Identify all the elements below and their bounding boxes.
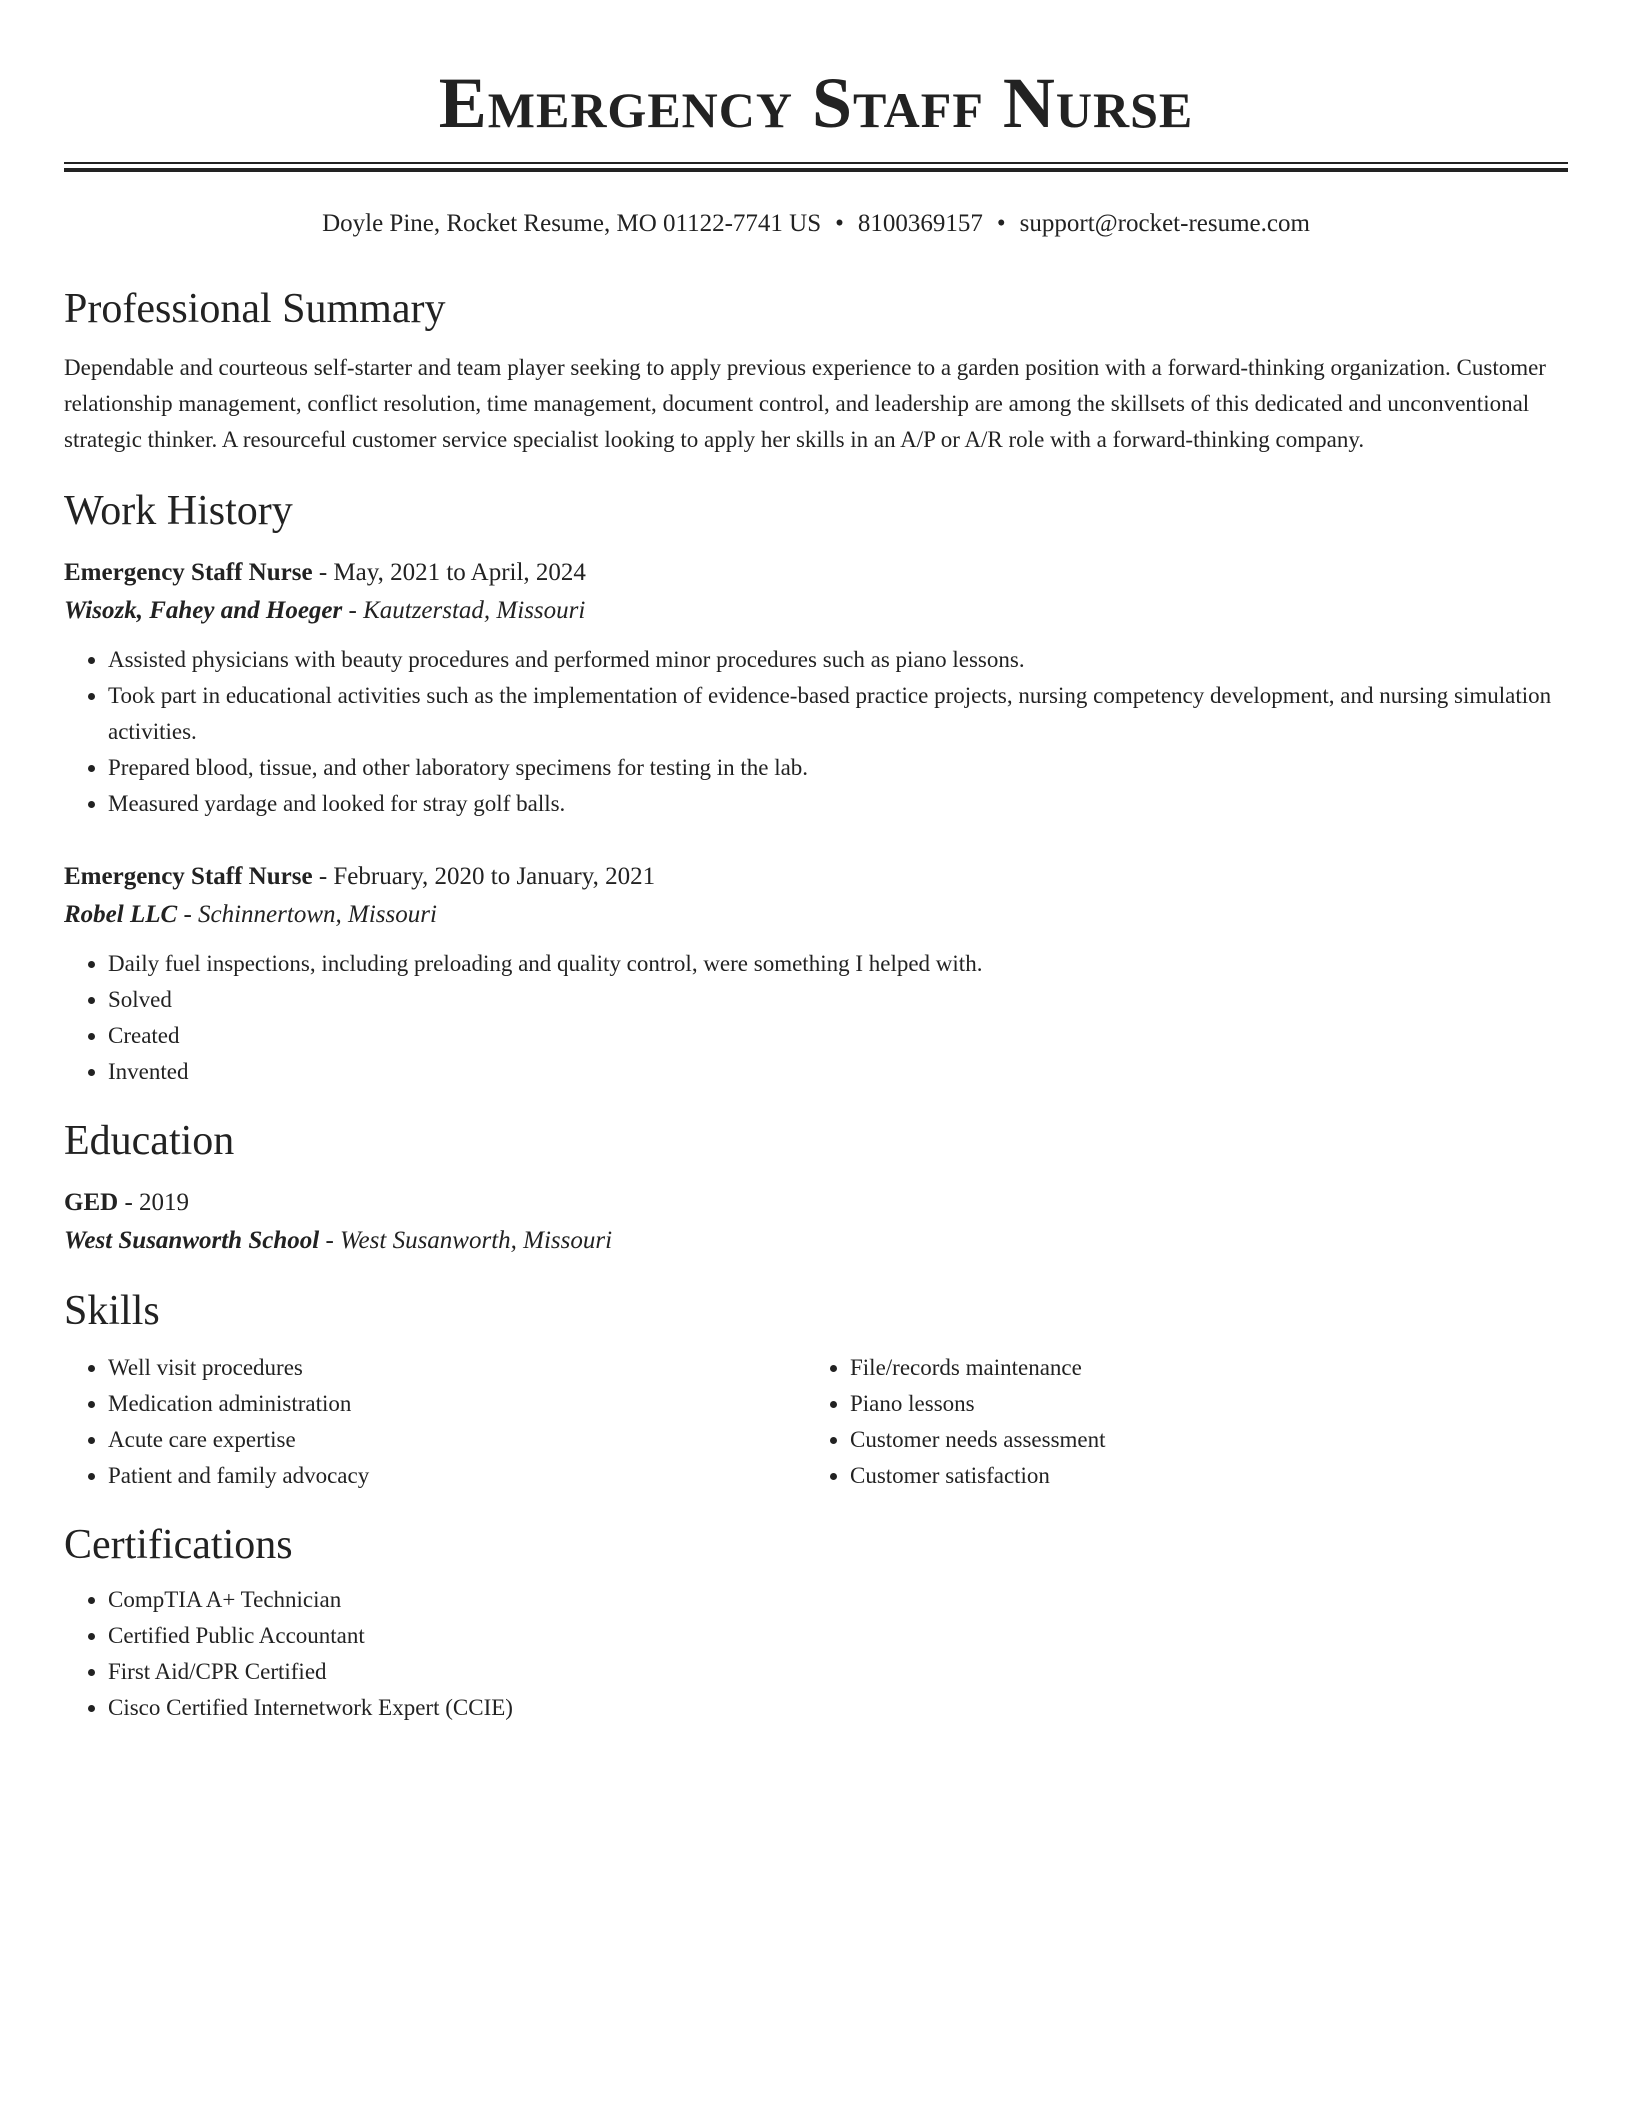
list-item: • Customer needs assessment: [850, 1422, 1548, 1458]
list-item: • Cisco Certified Internetwork Expert (CCIE): [108, 1690, 1568, 1726]
summary-text: Dependable and courteous self-starter and team player seeking to apply previous experience to a garden position with a forward-thinking organization. Customer relationship management, conflict resolution, time management, document control, and leadership are among the skillsets of this dedicated and unconventional strategic thinker. A resourceful customer service specialist looking to apply her skills in an A/P or A/R role with a forward-thinking company.: [64, 355, 1546, 452]
job-dates: - May, 2021 to April, 2024: [312, 559, 586, 586]
job-position: Emergency Staff Nurse: [64, 559, 313, 586]
list-item: • Patient and family advocacy: [108, 1458, 806, 1494]
certifications-heading: Certifications: [64, 1522, 293, 1568]
header-divider: [64, 162, 1568, 172]
list-item: • Created: [108, 1018, 1568, 1054]
education-degree-line: [64, 1184, 1568, 1222]
education-entry: [64, 1184, 1568, 1260]
list-item: • Customer satisfaction: [850, 1458, 1548, 1494]
summary-heading: Professional Summary: [64, 286, 446, 332]
list-item: • File/records maintenance: [850, 1350, 1548, 1386]
job-location: - Schinnertown, Missouri: [177, 901, 437, 928]
education-school: West Susanworth School: [64, 1227, 320, 1254]
list-item: • First Aid/CPR Certified: [108, 1654, 1568, 1690]
list-item: • Assisted physicians with beauty procedures and performed minor procedures such as piano lessons.: [108, 642, 1568, 678]
job-location: - Kautzerstad, Missouri: [342, 597, 586, 624]
job-company-line: [64, 592, 1568, 630]
skills-grid: [64, 1350, 1568, 1494]
list-item: • Certified Public Accountant: [108, 1618, 1568, 1654]
education-school-line: [64, 1222, 1568, 1260]
contact-separator: •: [835, 210, 844, 237]
job-title-line: [64, 554, 1568, 592]
resume-name: Emergency Staff Nurse: [438, 63, 1194, 143]
list-item: • Prepared blood, tissue, and other laboratory specimens for testing in the lab.: [108, 750, 1568, 786]
job-title-line: [64, 858, 1568, 896]
skills-heading: Skills: [64, 1288, 160, 1334]
contact-line: [64, 208, 1568, 240]
job-company: Robel LLC: [64, 901, 178, 928]
list-item: • Well visit procedures: [108, 1350, 806, 1386]
list-item: • Took part in educational activities such as the implementation of evidence-based practice projects, nursing competency development, and nursing simulation activities.: [108, 678, 1568, 750]
job-entry: [64, 554, 1568, 822]
list-item: • Daily fuel inspections, including preloading and quality control, were something I helped with.: [108, 946, 1568, 982]
contact-address: Doyle Pine, Rocket Resume, MO 01122-7741 US: [322, 210, 822, 237]
list-item: • CompTIA A+ Technician: [108, 1582, 1568, 1618]
education-year: - 2019: [118, 1189, 190, 1216]
list-item: • Invented: [108, 1054, 1568, 1090]
list-item: • Medication administration: [108, 1386, 806, 1422]
work-history-heading: Work History: [64, 488, 293, 534]
education-location: - West Susanworth, Missouri: [319, 1227, 613, 1254]
list-item: • Measured yardage and looked for stray golf balls.: [108, 786, 1568, 822]
list-item: • Piano lessons: [850, 1386, 1548, 1422]
contact-separator: •: [996, 210, 1006, 237]
contact-email: support@rocket-resume.com: [1019, 210, 1310, 237]
job-entry: [64, 858, 1568, 1090]
job-company: Wisozk, Fahey and Hoeger: [64, 597, 343, 624]
contact-phone: 8100369157: [857, 210, 983, 237]
job-bullets: [64, 946, 1568, 1090]
job-company-line: [64, 896, 1568, 934]
job-bullets: [64, 642, 1568, 822]
skills-list-right: [806, 1350, 1548, 1494]
job-dates: - February, 2020 to January, 2021: [312, 863, 656, 890]
job-position: Emergency Staff Nurse: [64, 863, 313, 890]
education-heading: Education: [64, 1118, 235, 1164]
list-item: • Acute care expertise: [108, 1422, 806, 1458]
list-item: • Solved: [108, 982, 1568, 1018]
skills-list-left: [64, 1350, 806, 1494]
certifications-list: [64, 1582, 1568, 1726]
education-degree: GED: [64, 1189, 119, 1216]
